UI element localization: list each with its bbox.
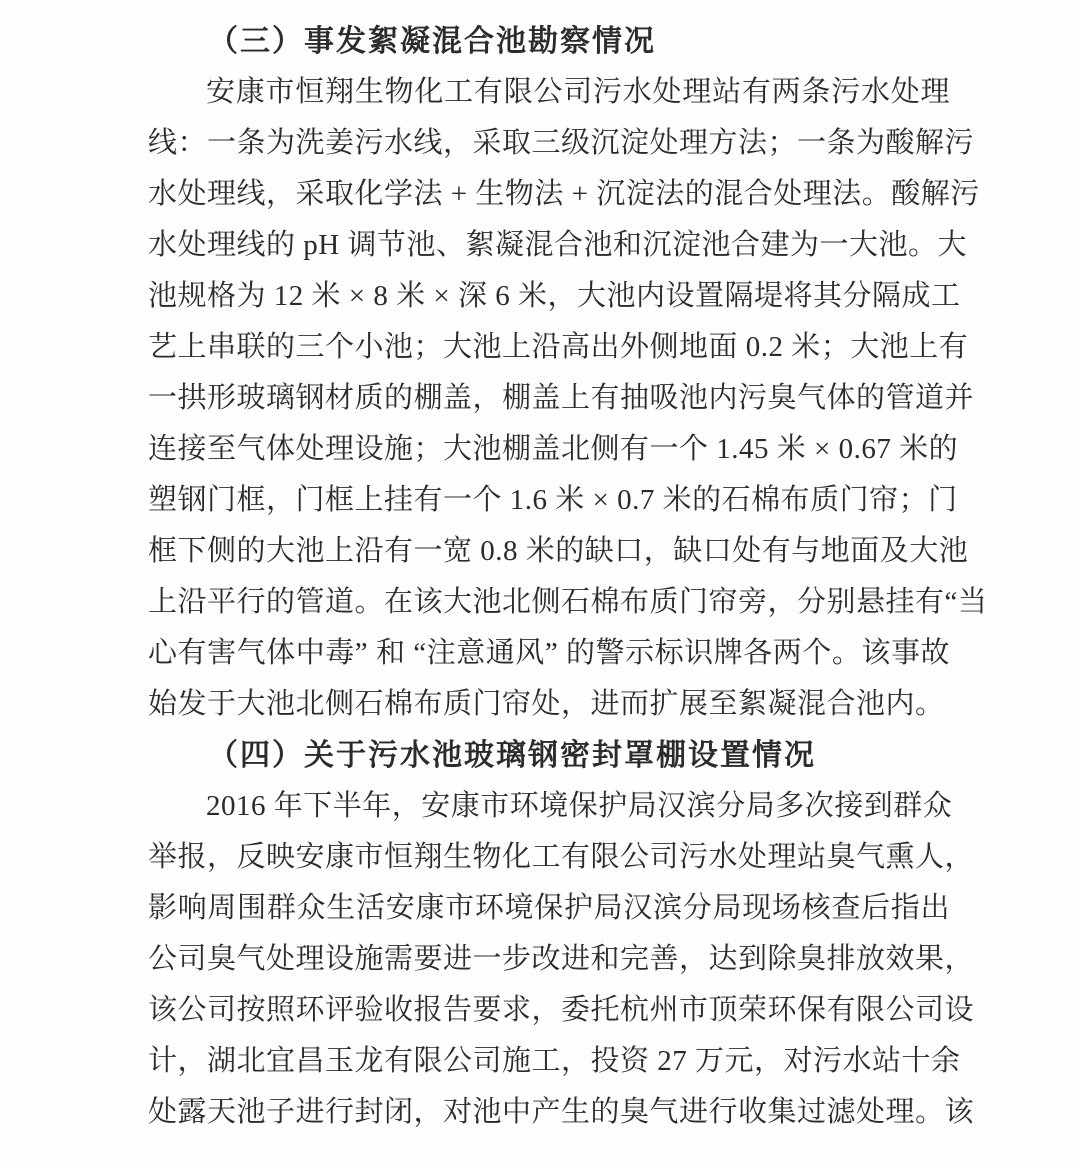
text-line: 影响周围群众生活安康市环境保护局汉滨分局现场核查后指出 [148, 892, 950, 924]
text-line: 2016 年下半年，安康市环境保护局汉滨分局多次接到群众 [206, 790, 953, 822]
text-line: 水处理线，采取化学法 + 生物法 + 沉淀法的混合处理法。酸解污 [148, 178, 980, 210]
text-line: 一拱形玻璃钢材质的棚盖，棚盖上有抽吸池内污臭气体的管道并 [148, 382, 975, 414]
section-4-heading: （四）关于污水池玻璃钢密封罩棚设置情况 [208, 739, 816, 772]
text-line: 安康市恒翔生物化工有限公司污水处理站有两条污水处理 [206, 76, 950, 108]
text-line: 公司臭气处理设施需要进一步改进和完善，达到除臭排放效果， [148, 943, 975, 975]
text-line: 线：一条为洗姜污水线，采取三级沉淀处理方法；一条为酸解污 [148, 127, 975, 159]
text-line: 始发于大池北侧石棉布质门帘处，进而扩展至絮凝混合池内。 [148, 688, 945, 720]
text-line: 举报，反映安康市恒翔生物化工有限公司污水处理站臭气熏人， [148, 841, 975, 873]
text-line: 水处理线的 pH 调节池、絮凝混合池和沉淀池合建为一大池。大 [148, 229, 967, 261]
section-3-heading: （三）事发絮凝混合池勘察情况 [208, 25, 656, 58]
text-line: 塑钢门框，门框上挂有一个 1.6 米 × 0.7 米的石棉布质门帘；门 [148, 484, 958, 516]
text-line: 处露天池子进行封闭，对池中产生的臭气进行收集过滤处理。该 [148, 1096, 975, 1128]
document-content [148, 16, 988, 1138]
text-line: 上沿平行的管道。在该大池北侧石棉布质门帘旁，分别悬挂有“当 [148, 586, 988, 618]
text-line: 该公司按照环评验收报告要求，委托杭州市顶荣环保有限公司设 [148, 994, 975, 1026]
text-line: 计，湖北宜昌玉龙有限公司施工，投资 27 万元，对污水站十余 [148, 1045, 961, 1077]
text-line: 框下侧的大池上沿有一宽 0.8 米的缺口，缺口处有与地面及大池 [148, 535, 969, 567]
text-line: 艺上串联的三个小池；大池上沿高出外侧地面 0.2 米；大池上有 [148, 331, 969, 363]
text-line: 心有害气体中毒” 和 “注意通风” 的警示标识牌各两个。该事故 [148, 637, 950, 669]
text-line: 连接至气体处理设施；大池棚盖北侧有一个 1.45 米 × 0.67 米的 [148, 433, 959, 465]
text-line: 池规格为 12 米 × 8 米 × 深 6 米，大池内设置隔堤将其分隔成工 [148, 280, 961, 312]
